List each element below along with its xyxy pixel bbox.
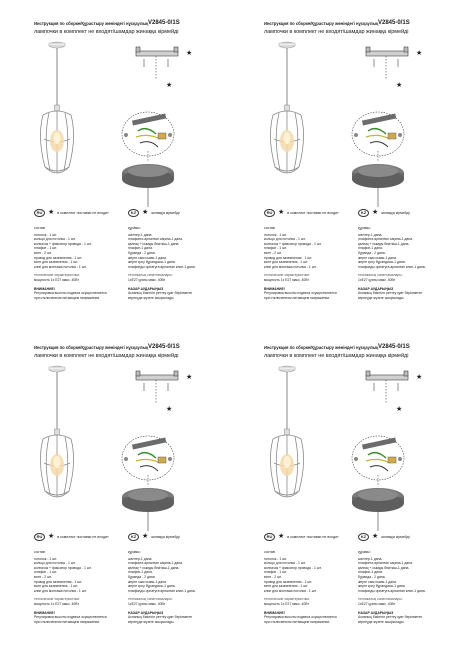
model-number: V2845-0/1S <box>378 344 410 350</box>
svg-text:★: ★ <box>416 50 423 57</box>
russian-column <box>34 226 126 300</box>
ru-attention-header: ВНИМАНИЕ! <box>264 286 285 291</box>
model-number: V2845-0/1S <box>148 344 180 350</box>
ru-tech-value: мощность 1x E27 макс. 40Вт <box>264 277 310 282</box>
list-item: плафонды орнатуға арналған клип-1 дана. <box>128 588 196 593</box>
list-item: провод для заземления - 1 шт. <box>34 579 83 584</box>
kz-attention-line: Аспаның биіктігін реттеу қуат берілмеген <box>128 615 193 620</box>
list-item: плафонды орнатуға арналған клип-1 дана. <box>358 264 426 269</box>
kz-items-list <box>128 233 220 270</box>
mounting-parts-diagram <box>336 363 446 533</box>
list-item: жерге сым сымы-1 дана. <box>128 255 167 260</box>
list-item: винт для заземления - 1 шт. <box>264 584 309 589</box>
svg-text:★: ★ <box>396 406 403 413</box>
ru-attention-line: Регулировка высоты подвеса осуществляется <box>34 291 107 296</box>
svg-text:★: ★ <box>186 50 193 57</box>
mounting-parts-diagram <box>106 39 216 209</box>
list-item: колпачок + фиксатор провода - 1 шт. <box>264 565 322 570</box>
list-item: бұранда - 2 дана. <box>358 574 386 579</box>
list-item: қалпақ + сымды бекіткіш-1 дана. <box>128 565 180 570</box>
kazakh-column <box>128 550 220 624</box>
list-item: колпачок + фиксатор провода - 1 шт. <box>34 565 92 570</box>
instruction-sheet <box>4 330 218 645</box>
kz-badge: KZ <box>128 533 139 541</box>
kz-attention-line: Аспаның биіктігін реттеу қуат берілмеген <box>358 291 423 296</box>
ru-attention-line: при отключенном питающем напряжении. <box>34 619 101 624</box>
list-item: потолок - 1 шт. <box>264 232 288 237</box>
kz-badge: KZ <box>358 209 369 217</box>
list-item: плафонға арналған сақина-1 дана. <box>128 237 183 242</box>
kz-attention-line: кернеуде жүзеге асырылады. <box>128 619 175 624</box>
ru-attention-header: ВНИМАНИЕ! <box>264 610 285 615</box>
ru-badge: RU <box>264 209 275 217</box>
bulbs-note: лампочки в комплект не входят/шамдар жинаққа кірмейді <box>34 29 179 35</box>
ru-badge: RU <box>34 209 45 217</box>
ru-badge: RU <box>264 533 275 541</box>
kazakh-column <box>128 226 220 300</box>
kz-attention-header: НАЗАР АУДАРЫҢЫЗ <box>358 286 394 291</box>
sheet-title <box>264 345 444 350</box>
kz-attention-line: кернеуде жүзеге асырылады. <box>358 619 405 624</box>
kz-items-list <box>358 233 450 270</box>
ru-contents-header: состав: <box>264 550 276 554</box>
kz-tech-value: 1xE27 қуаты макс. 40Вт <box>128 601 166 606</box>
list-item: винт - 2 шт. <box>264 250 282 255</box>
list-item: плафон-1 дана. <box>358 570 383 575</box>
list-item: винт - 2 шт. <box>264 574 282 579</box>
kz-attention-header: НАЗАР АУДАРЫҢЫЗ <box>358 610 394 615</box>
ru-attention-line: при отключенном питающем напряжении. <box>264 619 331 624</box>
title-text: Инструкция по сборке/Құрастыру жөніндегі нұсқаулық <box>264 345 379 350</box>
mounting-parts-diagram <box>106 363 216 533</box>
kz-tech-value: 1xE27 қуаты макс. 40Вт <box>358 277 396 282</box>
svg-text:★: ★ <box>166 406 173 413</box>
pendant-lamp-illustration <box>29 363 89 523</box>
ru-tech-value: мощность 1x E27 макс. 40Вт <box>264 601 310 606</box>
legend-kz <box>128 533 180 541</box>
kz-items-list <box>128 557 220 594</box>
ru-contents-header: состав: <box>264 226 276 230</box>
title-text: Инструкция по сборке/Құрастыру жөніндегі нұсқаулық <box>264 21 379 26</box>
list-item: винт для заземления - 1 шт. <box>34 584 79 589</box>
ru-items-list <box>264 233 356 270</box>
kz-tech-header: техникалық сипаттамалары: <box>128 597 173 602</box>
instruction-sheet <box>234 6 448 321</box>
ru-items-list <box>34 233 126 270</box>
ru-contents-header: состав: <box>34 550 46 554</box>
pendant-lamp-illustration <box>29 39 89 199</box>
ru-items-list <box>264 557 356 594</box>
list-item: плафонға арналған сақина-1 дана. <box>128 561 183 566</box>
list-item: потолок - 1 шт. <box>34 232 58 237</box>
list-item: плафон - 1 шт. <box>34 246 57 251</box>
list-item: шелтер-1 дана. <box>128 232 153 237</box>
kazakh-column <box>358 226 450 300</box>
list-item: жерге сым сымы-1 дана. <box>128 579 167 584</box>
legend-kz-text: жинаққа кірмейді <box>151 535 180 539</box>
kz-contents-header: құрамы: <box>128 550 141 554</box>
list-item: потолок - 1 шт. <box>264 556 288 561</box>
list-item: потолок - 1 шт. <box>34 556 58 561</box>
list-item: бұранда - 2 дана. <box>128 574 156 579</box>
svg-text:★: ★ <box>396 82 403 89</box>
ru-attention-header: ВНИМАНИЕ! <box>34 610 55 615</box>
svg-text:★: ★ <box>166 82 173 89</box>
instruction-sheet <box>4 6 218 321</box>
list-item: шелтер-1 дана. <box>358 556 383 561</box>
kz-tech-value: 1xE27 қуаты макс. 40Вт <box>128 277 166 282</box>
ru-tech-value: мощность 1x E27 макс. 40Вт <box>34 277 80 282</box>
kz-items-list <box>358 557 450 594</box>
star-icon: ★ <box>142 533 149 540</box>
legend-ru <box>34 533 109 541</box>
ru-tech-header: технические характеристики: <box>34 597 80 602</box>
kz-attention-header: НАЗАР АУДАРЫҢЫЗ <box>128 610 164 615</box>
list-item: жерге қосу бұрандасы-1 дана. <box>128 260 176 265</box>
kz-attention-line: Аспаның биіктігін реттеу қуат берілмеген <box>358 615 423 620</box>
legend-ru-text: в комплект поставки не входит <box>57 535 109 539</box>
list-item: бұранда - 2 дана. <box>128 250 156 255</box>
list-item: плафон-1 дана. <box>128 570 153 575</box>
list-item: кольцо для потолка - 1 шт. <box>34 561 76 566</box>
list-item: плафон-1 дана. <box>358 246 383 251</box>
kz-tech-value: 1xE27 қуаты макс. 40Вт <box>358 601 396 606</box>
kz-attention-line: Аспаның биіктігін реттеу қуат берілмеген <box>128 291 193 296</box>
ru-contents-header: состав: <box>34 226 46 230</box>
kz-attention-line: кернеуде жүзеге асырылады. <box>358 295 405 300</box>
kz-contents-header: құрамы: <box>358 550 371 554</box>
star-icon: ★ <box>278 209 285 216</box>
svg-text:★: ★ <box>186 374 193 381</box>
star-icon: ★ <box>48 533 55 540</box>
list-item: қалпақ + сымды бекіткіш-1 дана. <box>128 241 180 246</box>
list-item: қалпақ + сымды бекіткіш-1 дана. <box>358 565 410 570</box>
kz-badge: KZ <box>358 533 369 541</box>
list-item: провод для заземления - 1 шт. <box>264 255 313 260</box>
ru-attention-header: ВНИМАНИЕ! <box>34 286 55 291</box>
ru-attention-line: при отключенном питающем напряжении. <box>264 295 331 300</box>
list-item: қалпақ + сымды бекіткіш-1 дана. <box>358 241 410 246</box>
list-item: плафон - 1 шт. <box>264 246 287 251</box>
bulbs-note: лампочки в комплект не входят/шамдар жинаққа кірмейді <box>34 353 179 359</box>
russian-column <box>34 550 126 624</box>
star-icon: ★ <box>372 533 379 540</box>
list-item: кольцо для потолка - 1 шт. <box>264 561 306 566</box>
list-item: жерге сым сымы-1 дана. <box>358 255 397 260</box>
ru-tech-header: технические характеристики: <box>264 597 310 602</box>
kz-contents-header: құрамы: <box>358 226 371 230</box>
list-item: жерге қосу бұрандасы-1 дана. <box>358 584 406 589</box>
legend-kz <box>358 209 410 217</box>
list-item: плафон - 1 шт. <box>34 570 57 575</box>
kz-tech-header: техникалық сипаттамалары: <box>358 597 403 602</box>
list-item: винт - 2 шт. <box>34 250 52 255</box>
list-item: плафонға арналған сақина-1 дана. <box>358 237 413 242</box>
list-item: шелтер-1 дана. <box>128 556 153 561</box>
ru-tech-value: мощность 1x E27 макс. 40Вт <box>34 601 80 606</box>
list-item: колпачок + фиксатор провода - 1 шт. <box>34 241 92 246</box>
legend-ru-text: в комплект поставки не входит <box>287 535 339 539</box>
kz-attention-line: кернеуде жүзеге асырылады. <box>128 295 175 300</box>
legend-ru <box>34 209 109 217</box>
kz-attention-header: НАЗАР АУДАРЫҢЫЗ <box>128 286 164 291</box>
kz-tech-header: техникалық сипаттамалары: <box>128 273 173 278</box>
legend-ru-text: в комплект поставки не входит <box>287 211 339 215</box>
list-item: колпачок + фиксатор провода - 1 шт. <box>264 241 322 246</box>
model-number: V2845-0/1S <box>148 20 180 26</box>
list-item: плафонды орнатуға арналған клип-1 дана. <box>128 264 196 269</box>
ru-attention-line: Регулировка высоты подвеса осуществляется <box>264 291 337 296</box>
legend-ru-text: в комплект поставки не входит <box>57 211 109 215</box>
ru-badge: RU <box>34 533 45 541</box>
list-item: плафон-1 дана. <box>128 246 153 251</box>
legend-kz <box>128 209 180 217</box>
list-item: клип для монтажа потолка - 1 шт. <box>264 588 317 593</box>
bulbs-note: лампочки в комплект не входят/шамдар жинаққа кірмейді <box>264 353 409 359</box>
kz-tech-header: техникалық сипаттамалары: <box>358 273 403 278</box>
sheet-title <box>34 345 214 350</box>
bulbs-note: лампочки в комплект не входят/шамдар жинаққа кірмейді <box>264 29 409 35</box>
list-item: жерге қосу бұрандасы-1 дана. <box>358 260 406 265</box>
list-item: винт для заземления - 1 шт. <box>264 260 309 265</box>
russian-column <box>264 550 356 624</box>
list-item: жерге қосу бұрандасы-1 дана. <box>128 584 176 589</box>
title-text: Инструкция по сборке/Құрастыру жөніндегі нұсқаулық <box>34 21 149 26</box>
list-item: кольцо для потолка - 1 шт. <box>264 237 306 242</box>
list-item: шелтер-1 дана. <box>358 232 383 237</box>
legend-ru <box>264 533 339 541</box>
star-icon: ★ <box>48 209 55 216</box>
model-number: V2845-0/1S <box>378 20 410 26</box>
list-item: плафон - 1 шт. <box>264 570 287 575</box>
star-icon: ★ <box>278 533 285 540</box>
list-item: плафонды орнатуға арналған клип-1 дана. <box>358 588 426 593</box>
ru-items-list <box>34 557 126 594</box>
list-item: клип для монтажа потолка - 1 шт. <box>34 264 87 269</box>
star-icon: ★ <box>142 209 149 216</box>
pendant-lamp-illustration <box>259 39 319 199</box>
pendant-lamp-illustration <box>259 363 319 523</box>
legend-ru <box>264 209 339 217</box>
list-item: провод для заземления - 1 шт. <box>264 579 313 584</box>
sheet-title <box>264 21 444 26</box>
list-item: клип для монтажа потолка - 1 шт. <box>264 264 317 269</box>
instruction-sheet <box>234 330 448 645</box>
kz-contents-header: құрамы: <box>128 226 141 230</box>
ru-attention-line: Регулировка высоты подвеса осуществляется <box>264 615 337 620</box>
russian-column <box>264 226 356 300</box>
list-item: провод для заземления - 1 шт. <box>34 255 83 260</box>
title-text: Инструкция по сборке/Құрастыру жөніндегі нұсқаулық <box>34 345 149 350</box>
list-item: жерге сым сымы-1 дана. <box>358 579 397 584</box>
list-item: клип для монтажа потолка - 1 шт. <box>34 588 87 593</box>
list-item: кольцо для потолка - 1 шт. <box>34 237 76 242</box>
mounting-parts-diagram <box>336 39 446 209</box>
list-item: бұранда - 2 дана. <box>358 250 386 255</box>
legend-kz-text: жинаққа кірмейді <box>151 211 180 215</box>
list-item: винт - 2 шт. <box>34 574 52 579</box>
sheet-title <box>34 21 214 26</box>
svg-text:★: ★ <box>416 374 423 381</box>
ru-tech-header: технические характеристики: <box>34 273 80 278</box>
ru-attention-line: при отключенном питающем напряжении. <box>34 295 101 300</box>
kazakh-column <box>358 550 450 624</box>
legend-kz <box>358 533 410 541</box>
ru-tech-header: технические характеристики: <box>264 273 310 278</box>
kz-badge: KZ <box>128 209 139 217</box>
ru-attention-line: Регулировка высоты подвеса осуществляется <box>34 615 107 620</box>
list-item: плафонға арналған сақина-1 дана. <box>358 561 413 566</box>
legend-kz-text: жинаққа кірмейді <box>381 535 410 539</box>
legend-kz-text: жинаққа кірмейді <box>381 211 410 215</box>
list-item: винт для заземления - 1 шт. <box>34 260 79 265</box>
star-icon: ★ <box>372 209 379 216</box>
